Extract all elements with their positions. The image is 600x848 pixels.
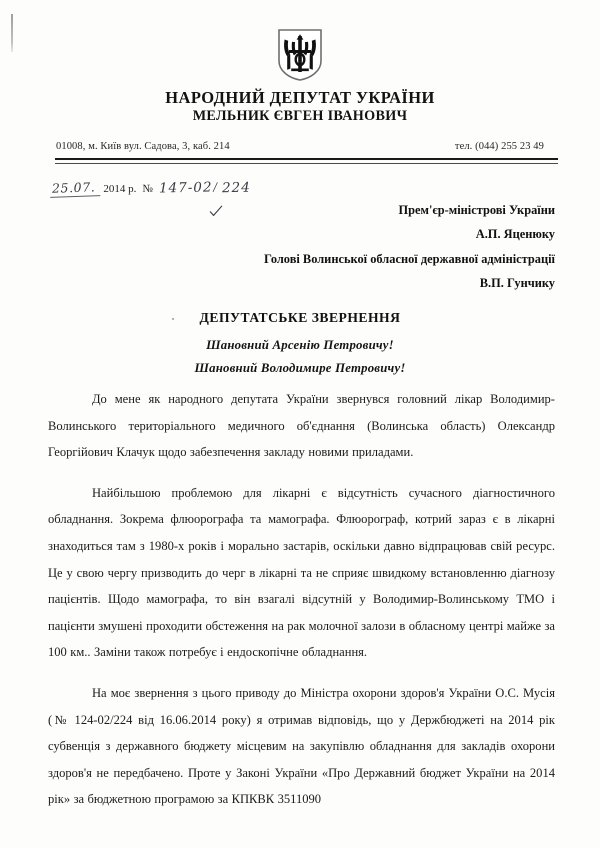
addressee-row-4 <box>225 277 555 289</box>
registration-line <box>50 180 250 197</box>
addressee-line-1: Прем'єр-міністрові України <box>398 203 555 217</box>
salutation-first: Шановний Арсенію Петровичу! <box>206 338 394 352</box>
registration-year: 2014 р. <box>103 183 137 195</box>
letterhead-contacts <box>56 141 544 152</box>
office-phone: тел. (044) 255 23 49 <box>454 141 544 152</box>
registration-date-handwritten: 25.07. <box>50 179 101 198</box>
document-title: ДЕПУТАТСЬКЕ ЗВЕРНЕННЯ <box>199 310 401 325</box>
deputy-name: МЕЛЬНИК ЄВГЕН ІВАНОВИЧ <box>192 108 408 125</box>
organization-title: НАРОДНИЙ ДЕПУТАТ УКРАЇНИ <box>165 88 435 107</box>
addressee-row-2 <box>225 228 555 240</box>
office-address: 01008, м. Київ вул. Садова, 3, каб. 214 <box>56 141 230 152</box>
registration-number-label: № <box>142 183 153 195</box>
addressee-line-2: А.П. Яценюку <box>475 227 555 242</box>
salutation-second: Шановний Володимире Петровичу! <box>194 361 406 375</box>
registration-number-suffix-handwritten: 224 <box>221 179 251 197</box>
addressee-block <box>225 204 555 290</box>
coat-of-arms-emblem <box>0 28 600 82</box>
check-mark-icon <box>209 205 223 217</box>
body-paragraph: На моє звернення з цього приводу до Міністра охорони здоров'я України О.С. Мусія (№ 124-02/224 від 16.06.2014 року) я отримав відповідь, що у Держбюджеті на 2014 рік субвенція з державного бюджету місцевим на закупівлю обладнання для закладів охорони здоров'я не передбачено. Проте у Законі України «Про Державний бюджет України на 2014 рік» за бюджетною програмою за КПКВК 3511090 <box>48 685 555 807</box>
registration-number-handwritten: 147-02 <box>158 179 213 197</box>
addressee-row-3 <box>225 253 555 265</box>
body-paragraph: Найбільшою проблемою для лікарні є відсутність сучасного діагностичного обладнання. Зокрема флюорографа та мамографа. Флюорограф, котрий зараз є в лікарні знаходиться там з 1980-х років і морально застарів, оскільки давно відпрацював свій ресурс. Це у свою чергу призводить до черг в лікарні та не сприяє швидкому встановленню діагнозу пацієнтів. Щодо мамографа, то він взагалі відсутній у Володимир-Волинському ТМО і пацієнти змушені проходити обстеження на рак молочної залози в обласному центрі майже за 100 км.. Заміни також потребує і ендоскопічне обладнання. <box>48 485 555 660</box>
letterhead-organization <box>0 88 600 126</box>
letterhead-divider <box>55 158 558 164</box>
addressee-row-1 <box>225 204 555 216</box>
registration-number-separator: / <box>212 179 219 197</box>
document-body <box>48 386 555 813</box>
addressee-line-4: В.П. Гунчику <box>479 276 555 291</box>
addressee-line-3: Голові Волинської обласної державної адміністрації <box>264 251 555 266</box>
body-paragraph: До мене як народного депутата України звернувся головний лікар Володимир-Волинського територіального медичного об'єднання (Волинська область) Олександр Георгійович Клачук щодо забезпечення закладу новими приладами. <box>48 392 555 460</box>
